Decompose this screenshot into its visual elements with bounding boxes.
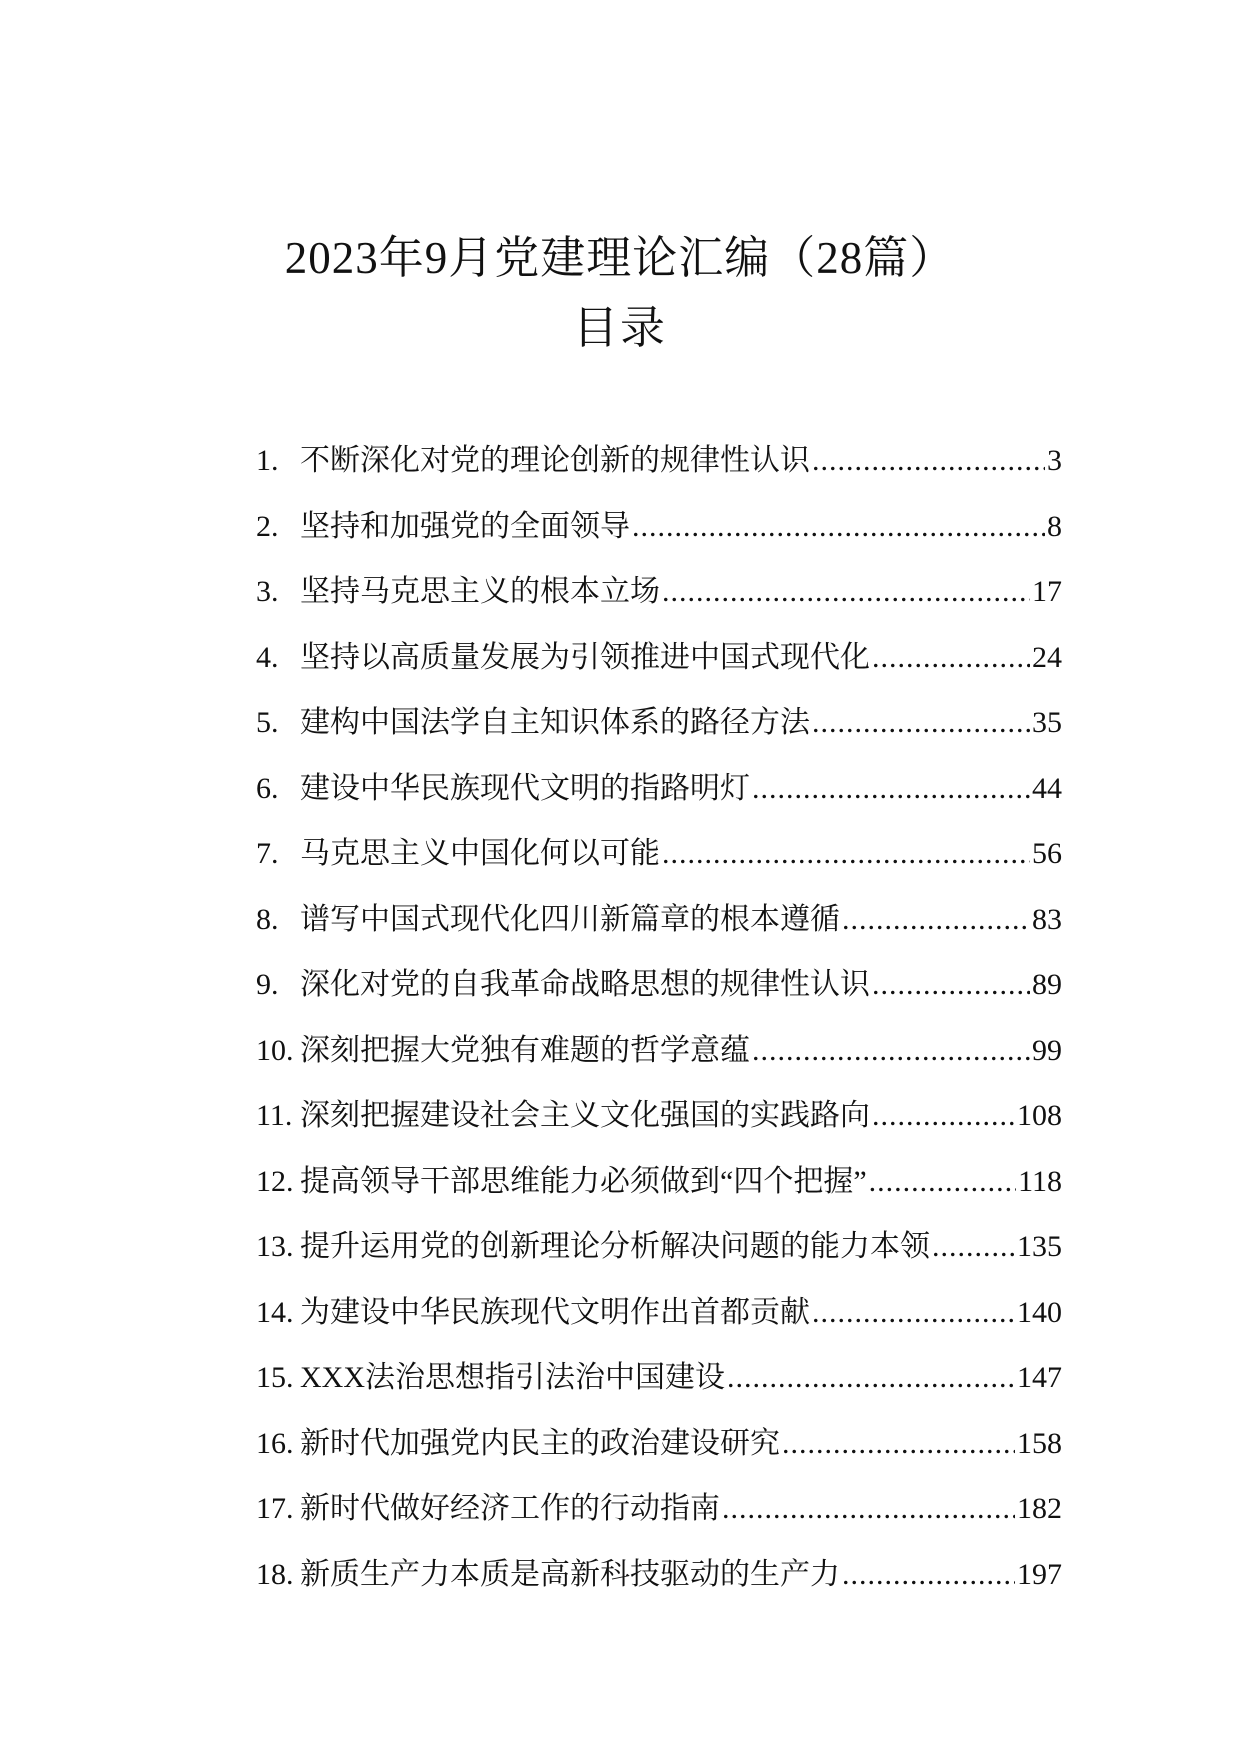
toc-dot-leader: [930, 1214, 1015, 1280]
toc-entry[interactable]: [256, 1018, 1062, 1084]
toc-entry[interactable]: [256, 1083, 1062, 1149]
toc-entry-page-number: 8: [1047, 509, 1062, 543]
toc-entry-page-number: 24: [1032, 640, 1062, 674]
toc-entry-number: 14.: [256, 1295, 294, 1329]
toc-entry-page-number: 83: [1032, 902, 1062, 936]
toc-entry[interactable]: [256, 625, 1062, 691]
toc-entry-title: 马克思主义中国化何以可能: [300, 837, 660, 870]
toc-dot-leader: [750, 1018, 1030, 1084]
toc-entry[interactable]: [256, 1542, 1062, 1608]
toc-entry-page-number: 35: [1032, 706, 1062, 739]
toc-entry[interactable]: [256, 821, 1062, 887]
toc-dot-leader: [725, 1345, 1015, 1411]
toc-dot-leader: [870, 1083, 1015, 1149]
toc-dot-leader: [810, 1280, 1015, 1346]
toc-entry[interactable]: [256, 1149, 1062, 1215]
toc-entry-page-number: 118: [1018, 1164, 1062, 1198]
toc-entry-number: 16.: [256, 1426, 294, 1460]
toc-entry[interactable]: [256, 1476, 1062, 1542]
toc-dot-leader: [870, 952, 1030, 1018]
toc-entry-page-number: 56: [1032, 837, 1062, 870]
toc-entry-number: 4.: [256, 640, 279, 674]
toc-entry-title: 新质生产力本质是高新科技驱动的生产力: [300, 1557, 840, 1591]
toc-dot-leader: [750, 756, 1030, 822]
toc-dot-leader: [810, 428, 1045, 494]
toc-entry-title: 建构中国法学自主知识体系的路径方法: [300, 706, 810, 739]
toc-entry-number: 2.: [256, 509, 279, 543]
toc-entry[interactable]: [256, 494, 1062, 560]
toc-entry-title: 提高领导干部思维能力必须做到“四个把握”: [300, 1164, 867, 1198]
toc-entry-page-number: 3: [1047, 444, 1062, 477]
toc-entry-number: 7.: [256, 837, 279, 870]
toc-entry-title: 为建设中华民族现代文明作出首都贡献: [300, 1295, 810, 1329]
toc-entry-number: 10.: [256, 1033, 294, 1067]
toc-dot-leader: [870, 625, 1030, 691]
toc-dot-leader: [810, 690, 1030, 756]
toc-dot-leader: [780, 1411, 1015, 1477]
toc-entry[interactable]: [256, 690, 1062, 756]
toc-dot-leader: [840, 1542, 1015, 1608]
toc-entry-number: 12.: [256, 1164, 294, 1198]
toc-dot-leader: [867, 1149, 1016, 1215]
toc-entry[interactable]: [256, 559, 1062, 625]
toc-entry-title: 坚持和加强党的全面领导: [300, 509, 630, 543]
toc-entry-page-number: 197: [1017, 1557, 1062, 1591]
toc-entry-title: 坚持马克思主义的根本立场: [300, 575, 660, 608]
toc-entry-title: 深刻把握建设社会主义文化强国的实践路向: [300, 1099, 870, 1132]
toc-entry-title: 坚持以高质量发展为引领推进中国式现代化: [300, 640, 870, 674]
toc-entry[interactable]: [256, 428, 1062, 494]
toc-entry[interactable]: [256, 1280, 1062, 1346]
toc-entry[interactable]: [256, 952, 1062, 1018]
toc-entry-page-number: 147: [1017, 1361, 1062, 1394]
toc-entry[interactable]: [256, 1214, 1062, 1280]
toc-entry[interactable]: [256, 756, 1062, 822]
toc-entry-title: 深化对党的自我革命战略思想的规律性认识: [300, 968, 870, 1001]
toc-dot-leader: [720, 1476, 1015, 1542]
toc-dot-leader: [660, 559, 1030, 625]
toc-entry-title: 新时代加强党内民主的政治建设研究: [300, 1426, 780, 1460]
toc-entry-title: 新时代做好经济工作的行动指南: [300, 1492, 720, 1525]
toc-entry[interactable]: [256, 1345, 1062, 1411]
toc-entry-number: 9.: [256, 968, 279, 1001]
toc-entry-title: 谱写中国式现代化四川新篇章的根本遵循: [300, 902, 840, 936]
toc-entry-number: 13.: [256, 1230, 294, 1263]
toc-entry-number: 8.: [256, 902, 279, 936]
toc-heading: 目录: [572, 303, 667, 353]
toc-entry-number: 15.: [256, 1361, 294, 1394]
toc-entry-title: 不断深化对党的理论创新的规律性认识: [300, 444, 810, 477]
toc-entry[interactable]: [256, 887, 1062, 953]
toc-entry-page-number: 17: [1032, 575, 1062, 608]
toc-entry-page-number: 182: [1017, 1492, 1062, 1525]
toc-entry-number: 17.: [256, 1492, 294, 1525]
toc-entry-number: 5.: [256, 706, 279, 739]
toc-entry-title: XXX法治思想指引法治中国建设: [300, 1361, 725, 1394]
table-of-contents: [256, 428, 1062, 1607]
toc-entry-page-number: 108: [1017, 1099, 1062, 1132]
toc-entry-title: 深刻把握大党独有难题的哲学意蕴: [300, 1033, 750, 1067]
toc-entry-page-number: 158: [1017, 1426, 1062, 1460]
toc-entry-title: 建设中华民族现代文明的指路明灯: [300, 771, 750, 805]
toc-entry-number: 11.: [256, 1099, 293, 1132]
toc-entry-number: 6.: [256, 771, 279, 805]
toc-entry-number: 3.: [256, 575, 279, 608]
toc-entry-page-number: 89: [1032, 968, 1062, 1001]
toc-entry-title: 提升运用党的创新理论分析解决问题的能力本领: [300, 1230, 930, 1263]
toc-entry-page-number: 44: [1032, 771, 1062, 805]
toc-entry-page-number: 135: [1017, 1230, 1062, 1263]
toc-entry-number: 18.: [256, 1557, 294, 1591]
document-title: 2023年9月党建理论汇编（28篇）: [284, 233, 956, 283]
toc-dot-leader: [660, 821, 1030, 887]
toc-entry[interactable]: [256, 1411, 1062, 1477]
toc-entry-number: 1.: [256, 444, 279, 477]
toc-entry-page-number: 140: [1017, 1295, 1062, 1329]
toc-dot-leader: [630, 494, 1045, 560]
toc-entry-page-number: 99: [1032, 1033, 1062, 1067]
toc-dot-leader: [840, 887, 1030, 953]
